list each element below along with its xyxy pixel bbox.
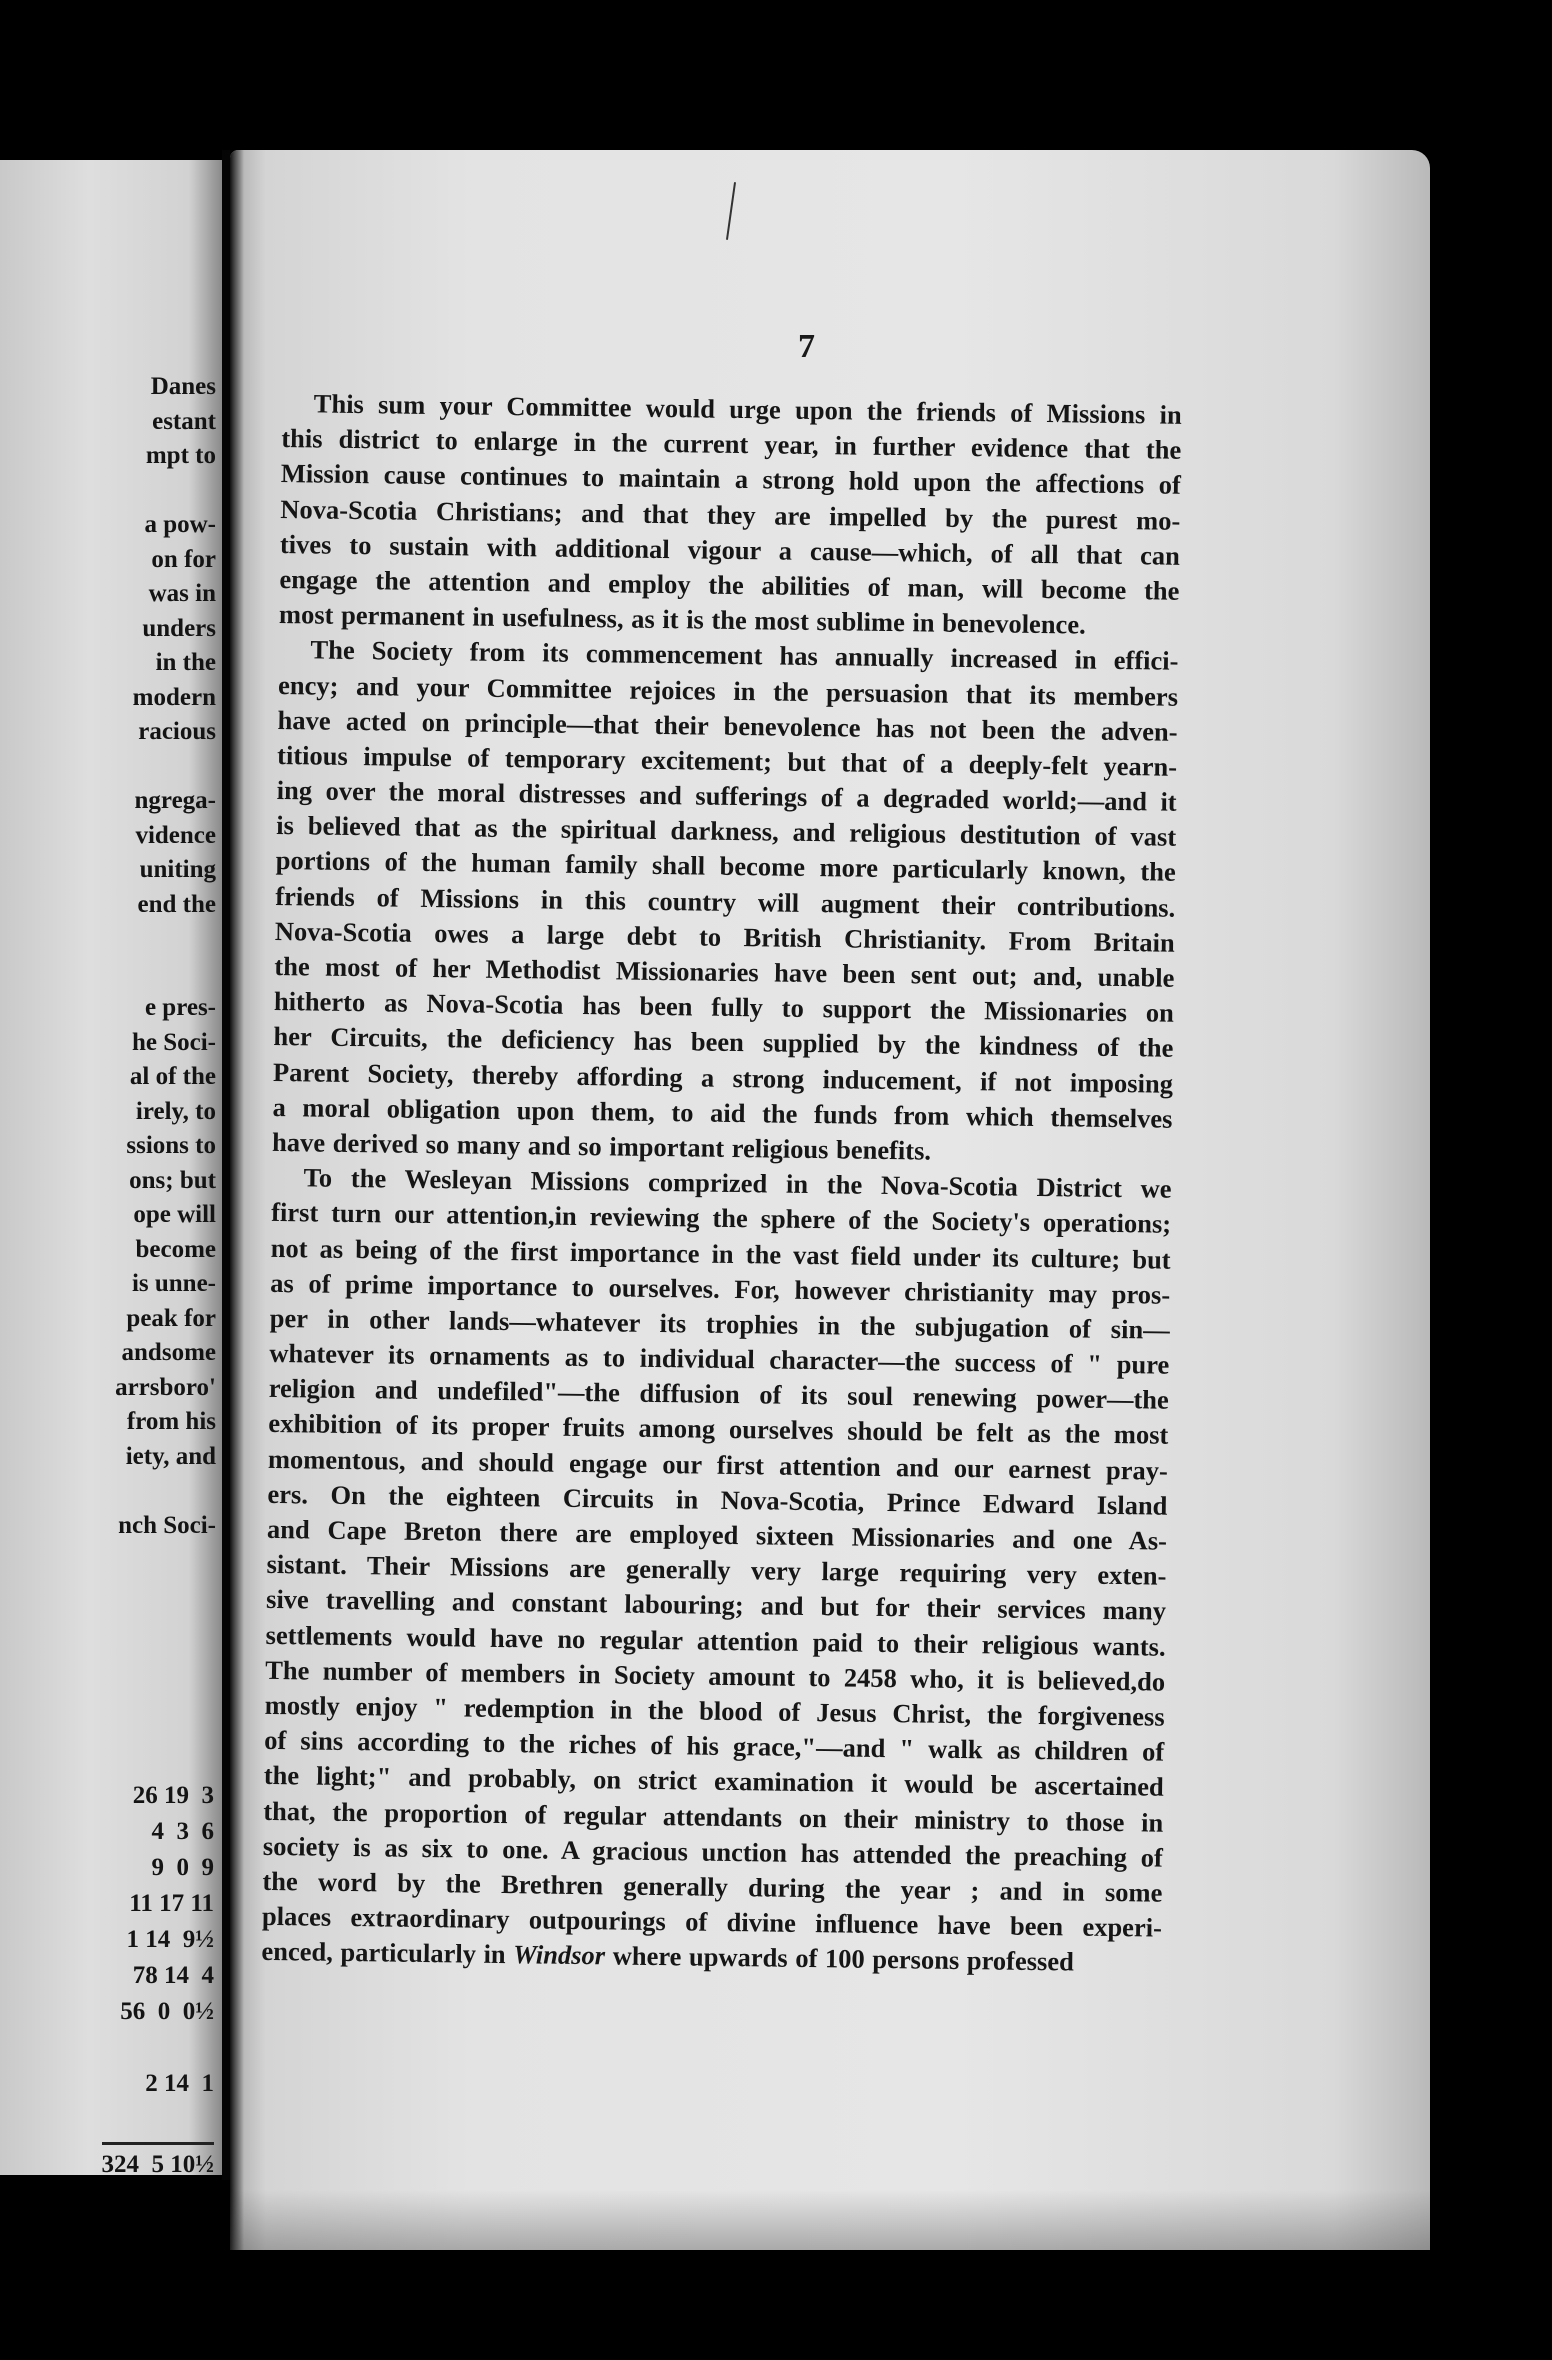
previous-page-line: ssions to — [126, 1132, 216, 1159]
previous-page-line — [115, 1474, 216, 1509]
body-line: The Society from its commencement has annually increased in effici- — [310, 634, 1179, 677]
previous-page-line: on for — [151, 545, 216, 573]
previous-page-figure-row: 26 19 3 — [132, 1782, 214, 1809]
body-line: have acted on principle—that their benevolence has not been the adven- — [277, 704, 1178, 747]
previous-page-line: al of the — [129, 1063, 216, 1090]
body-line: the light;" and probably, on strict examination it would be ascertained — [263, 1760, 1164, 1802]
body-line: hitherto as Nova-Scotia has been fully to support the Missionaries on — [273, 986, 1175, 1028]
body-line: per in other lands—whatever its trophies in the subjugation of sin— — [269, 1302, 1170, 1345]
previous-page-line: end the — [137, 890, 216, 918]
previous-page-line: become — [135, 1235, 216, 1263]
page-number: 7 — [798, 328, 815, 365]
body-line: this district to enlarge in the current year, in further evidence that the — [281, 423, 1182, 465]
previous-page-line: from his — [126, 1408, 216, 1435]
body-line: ing over the moral distresses and sufferings of a degraded world;—and it — [276, 775, 1177, 817]
previous-page-line — [115, 750, 216, 785]
body-line: whatever its ornaments as to individual character—the success of " pure — [269, 1337, 1170, 1380]
body-line: the word by the Brethren generally during the year ; and in some — [262, 1865, 1163, 1908]
previous-page-figure-row: 2 14 1 — [145, 2070, 214, 2097]
page-edge-shadow — [230, 150, 244, 2250]
previous-page-line: arrsboro' — [115, 1373, 216, 1401]
previous-page-figure-row — [102, 2030, 215, 2066]
body-line: first turn our attention,in reviewing the sphere of the Society's operations; — [270, 1197, 1172, 1240]
body-line: places extraordinary outpourings of divine influence have been experi- — [261, 1900, 1163, 1943]
body-line: Nova-Scotia owes a large debt to British Christianity. From Britain — [274, 915, 1175, 958]
body-line: This sum your Committee would urge upon the friends of Missions in — [313, 388, 1182, 430]
body-line: To the Wesleyan Missions comprized in the Nova-Scotia District we — [303, 1162, 1172, 1204]
previous-page-figure-row: 4 3 6 — [151, 1818, 214, 1845]
body-line: Nova-Scotia Christians; and that they are impelled by the purest mo- — [280, 493, 1181, 536]
stray-mark — [726, 182, 736, 240]
previous-page-line: mpt to — [145, 442, 216, 469]
body-line: and Cape Breton there are employed sixteen Missionaries and one As- — [266, 1513, 1168, 1556]
body-line: her Circuits, the deficiency has been supplied by the kindness of the — [273, 1021, 1174, 1064]
previous-page-line: iety, and — [125, 1442, 216, 1470]
body-line: ers. On the eighteen Circuits in Nova-Scotia, Prince Edward Island — [267, 1478, 1168, 1521]
body-line: The number of members in Society amount to 2458 who, it is believed,do — [264, 1654, 1166, 1697]
previous-page-line: was in — [148, 580, 216, 607]
body-text — [261, 386, 1182, 1981]
previous-page-line: he Soci- — [131, 1028, 216, 1056]
body-line: sive travelling and constant labouring; and but for their services many — [265, 1584, 1167, 1627]
place-name-windsor: Windsor — [513, 1939, 606, 1971]
previous-page-line: ope will — [133, 1201, 216, 1228]
body-line: engage the attention and employ the abilities of man, will become the — [279, 563, 1180, 606]
previous-page-line: racious — [138, 718, 216, 745]
previous-page-line: Danes — [150, 373, 216, 400]
current-page — [230, 150, 1430, 2250]
body-line: not as being of the first importance in the vast field under its culture; but — [270, 1232, 1171, 1275]
previous-page-line: in the — [155, 649, 216, 676]
body-line: Parent Society, thereby affording a strong inducement, if not imposing — [272, 1056, 1174, 1099]
previous-page-line: peak for — [126, 1304, 216, 1332]
previous-page-line: a pow- — [144, 511, 216, 538]
previous-page-line: vidence — [135, 821, 216, 849]
body-line: society is as six to one. A gracious unction has attended the preaching of — [262, 1830, 1164, 1873]
body-line: as of prime importance to ourselves. For, however christianity may pros- — [270, 1267, 1171, 1310]
previous-page-line — [115, 957, 216, 992]
previous-page-line: ngrega- — [134, 787, 216, 814]
body-line: of sins according to the riches of his grace,"—and " walk as children of — [264, 1725, 1165, 1767]
previous-page-line — [115, 922, 216, 957]
previous-page-figures — [102, 1778, 215, 2175]
body-line: religion and undefiled"—the diffusion of its soul renewing power—the — [268, 1373, 1170, 1415]
previous-page-figure-row — [102, 2102, 215, 2138]
body-line: momentous, and should engage our first attention and our earnest pray- — [267, 1443, 1169, 1486]
previous-page-line: ons; but — [129, 1166, 216, 1194]
previous-page-line: nch Soci- — [118, 1511, 216, 1539]
body-line: friends of Missions in this country will augment their contributions. — [275, 880, 1176, 923]
body-line: is believed that as the spiritual darkness, and religious destitution of vast — [276, 810, 1177, 852]
body-line: tives to sustain with additional vigour a cause—which, of all that can — [279, 528, 1181, 571]
previous-page-fragment — [0, 160, 222, 2175]
body-line: titious impulse of temporary excitement; but that of a deeply-felt yearn- — [276, 739, 1178, 782]
previous-page-figure-row: 1 14 9½ — [126, 1926, 214, 1953]
body-line: exhibition of its proper fruits among ourselves should be felt as the most — [268, 1408, 1169, 1451]
previous-page-figure-row: 56 0 0½ — [120, 1998, 214, 2025]
previous-page-line: e pres- — [144, 994, 216, 1021]
body-line: portions of the human family shall become more particularly known, the — [275, 845, 1176, 888]
body-line: settlements would have no regular attention paid to their religious wants. — [265, 1619, 1166, 1662]
body-line: most permanent in usefulness, as it is the most sublime in benevolence. — [278, 599, 1086, 640]
body-line: that, the proportion of regular attendants on their ministry to those in — [263, 1795, 1164, 1838]
previous-page-line: unders — [142, 614, 216, 642]
previous-page-line — [115, 474, 216, 509]
previous-page-line: estant — [152, 407, 216, 435]
previous-page-figure-row: 11 17 11 — [129, 1890, 214, 1917]
body-line: a moral obligation upon them, to aid the funds from which themselves — [272, 1091, 1173, 1134]
body-line: ency; and your Committee rejoices in the persuasion that its members — [277, 669, 1179, 712]
previous-page-figure-row: 324 5 10½ — [102, 2142, 215, 2175]
previous-page-figure-row: 78 14 4 — [132, 1962, 214, 1989]
previous-page-line: is unne- — [131, 1270, 216, 1297]
previous-page-text — [115, 370, 216, 1543]
book-gutter — [222, 150, 230, 2180]
body-line: sistant. Their Missions are generally very large requiring very exten- — [266, 1549, 1167, 1591]
body-line: have derived so many and so important religious benefits. — [271, 1126, 932, 1166]
previous-page-line: modern — [132, 683, 216, 711]
previous-page-figure-row: 9 0 9 — [151, 1854, 214, 1881]
previous-page-line: andsome — [121, 1339, 216, 1366]
body-line: mostly enjoy " redemption in the blood of Jesus Christ, the forgiveness — [264, 1689, 1165, 1732]
previous-page-line: uniting — [139, 856, 216, 883]
body-line: enced, particularly in Windsor where upwards of 100 persons professed — [261, 1936, 1075, 1977]
body-line: Mission cause continues to maintain a strong hold upon the affections of — [280, 458, 1181, 501]
page-bottom-shadow — [230, 2190, 1430, 2250]
body-line: the most of her Methodist Missionaries have been sent out; and, unable — [274, 950, 1175, 993]
previous-page-line: irely, to — [135, 1097, 216, 1125]
